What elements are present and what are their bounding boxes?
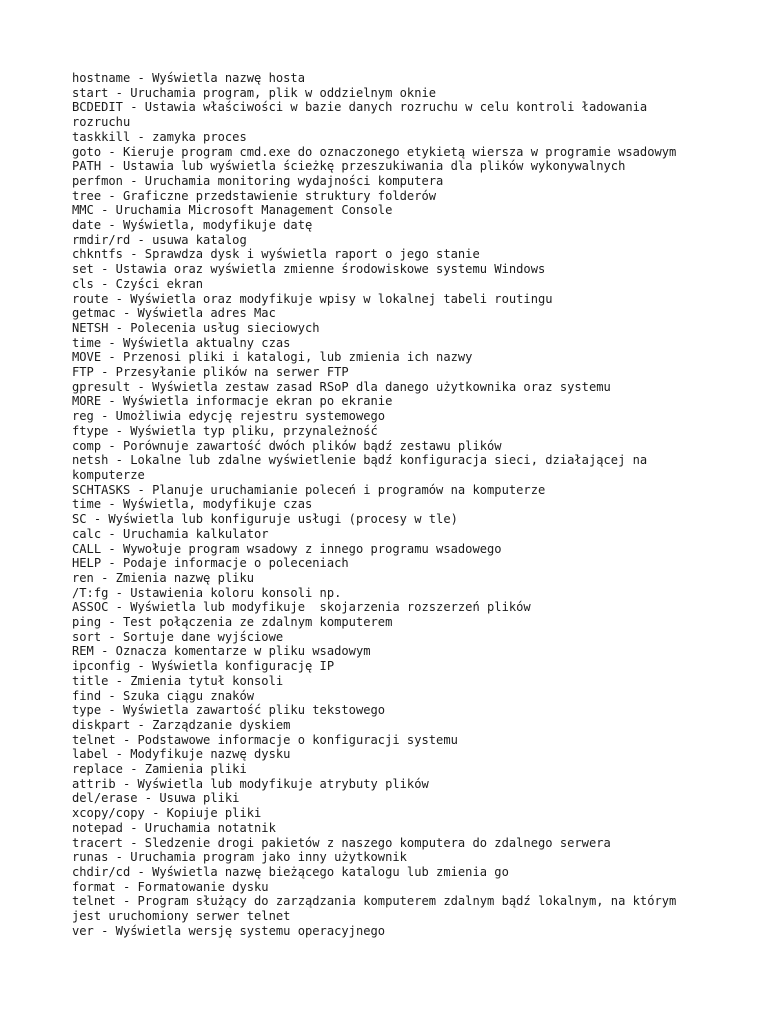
- command-line: route - Wyświetla oraz modyfikuje wpisy w lokalnej tabeli routingu: [72, 291, 553, 306]
- command-line: hostname - Wyświetla nazwę hosta: [72, 71, 305, 85]
- command-line: ren - Zmienia nazwę pliku: [72, 570, 255, 585]
- command-line: telnet - Program służący do zarządzania komputerem zdalnym bądź lokalnym, na którym jest uruchomiony serwer telnet: [72, 894, 684, 924]
- command-line: start - Uruchamia program, plik w oddzielnym oknie: [72, 85, 437, 100]
- command-line: MOVE - Przenosi pliki i katalogi, lub zmienia ich nazwy: [72, 350, 473, 365]
- command-line: set - Ustawia oraz wyświetla zmienne środowiskowe systemu Windows: [72, 262, 546, 277]
- command-line: tracert - Sledzenie drogi pakietów z naszego komputera do zdalnego serwera: [72, 835, 611, 850]
- command-line: ping - Test połączenia ze zdalnym komputerem: [72, 615, 393, 630]
- command-line: type - Wyświetla zawartość pliku tekstowego: [72, 703, 386, 718]
- command-line: MMC - Uruchamia Microsoft Management Console: [72, 203, 393, 218]
- command-line: ver - Wyświetla wersję systemu operacyjnego: [72, 923, 386, 938]
- command-line: runas - Uruchamia program jako inny użytkownik: [72, 850, 407, 865]
- command-line: HELP - Podaje informacje o poleceniach: [72, 556, 349, 571]
- command-line: format - Formatowanie dysku: [72, 879, 269, 894]
- command-line: perfmon - Uruchamia monitoring wydajności komputera: [72, 173, 444, 188]
- command-line: del/erase - Usuwa pliki: [72, 791, 240, 806]
- command-line: chdir/cd - Wyświetla nazwę bieżącego katalogu lub zmienia go: [72, 864, 509, 879]
- command-line: diskpart - Zarządzanie dyskiem: [72, 717, 291, 732]
- command-line: ASSOC - Wyświetla lub modyfikuje skojarzenia rozszerzeń plików: [72, 600, 531, 615]
- command-line: ipconfig - Wyświetla konfigurację IP: [72, 659, 335, 674]
- command-line: gpresult - Wyświetla zestaw zasad RSoP dla danego użytkownika oraz systemu: [72, 379, 611, 394]
- command-line: getmac - Wyświetla adres Mac: [72, 306, 276, 321]
- command-line: /T:fg - Ustawienia koloru konsoli np.: [72, 585, 342, 600]
- command-line: calc - Uruchamia kalkulator: [72, 526, 269, 541]
- command-line: chkntfs - Sprawdza dysk i wyświetla raport o jego stanie: [72, 247, 480, 262]
- command-line: attrib - Wyświetla lub modyfikuje atrybuty plików: [72, 776, 429, 791]
- command-line: SCHTASKS - Planuje uruchamianie poleceń i programów na komputerze: [72, 482, 546, 497]
- command-line: tree - Graficzne przedstawienie struktury folderów: [72, 188, 437, 203]
- command-line: telnet - Podstawowe informacje o konfiguracji systemu: [72, 732, 458, 747]
- command-line: cls - Czyści ekran: [72, 276, 204, 291]
- command-line: notepad - Uruchamia notatnik: [72, 820, 276, 835]
- command-line: find - Szuka ciągu znaków: [72, 688, 255, 703]
- command-line: label - Modyfikuje nazwę dysku: [72, 747, 291, 762]
- command-line: FTP - Przesyłanie plików na serwer FTP: [72, 365, 349, 380]
- command-line: taskkill - zamyka proces: [72, 129, 247, 144]
- command-line: goto - Kieruje program cmd.exe do oznaczonego etykietą wiersza w programie wsadowym: [72, 144, 677, 159]
- command-line: rmdir/rd - usuwa katalog: [72, 232, 247, 247]
- command-line: netsh - Lokalne lub zdalne wyświetlenie bądź konfiguracja sieci, działającej na komputerze: [72, 453, 655, 482]
- command-list: [72, 71, 712, 938]
- command-line: replace - Zamienia pliki: [72, 762, 247, 777]
- document-page: [72, 71, 712, 938]
- command-line: reg - Umożliwia edycję rejestru systemowego: [72, 409, 386, 424]
- command-line: SC - Wyświetla lub konfiguruje usługi (procesy w tle): [72, 512, 458, 527]
- command-line: sort - Sortuje dane wyjściowe: [72, 629, 284, 644]
- command-line: time - Wyświetla, modyfikuje czas: [72, 497, 313, 512]
- command-line: CALL - Wywołuje program wsadowy z innego programu wsadowego: [72, 541, 502, 556]
- command-line: time - Wyświetla aktualny czas: [72, 335, 291, 350]
- command-line: title - Zmienia tytuł konsoli: [72, 673, 284, 688]
- command-line: PATH - Ustawia lub wyświetla ścieżkę przeszukiwania dla plików wykonywalnych: [72, 159, 626, 174]
- command-line: ftype - Wyświetla typ pliku, przynależność: [72, 423, 378, 438]
- command-line: REM - Oznacza komentarze w pliku wsadowym: [72, 644, 371, 659]
- command-line: MORE - Wyświetla informacje ekran po ekranie: [72, 394, 393, 409]
- command-line: BCDEDIT - Ustawia właściwości w bazie danych rozruchu w celu kontroli ładowania rozruchu: [72, 100, 655, 130]
- command-line: comp - Porównuje zawartość dwóch plików bądź zestawu plików: [72, 438, 502, 453]
- command-line: date - Wyświetla, modyfikuje datę: [72, 218, 313, 233]
- command-line: NETSH - Polecenia usług sieciowych: [72, 320, 320, 335]
- command-line: xcopy/copy - Kopiuje pliki: [72, 806, 262, 821]
